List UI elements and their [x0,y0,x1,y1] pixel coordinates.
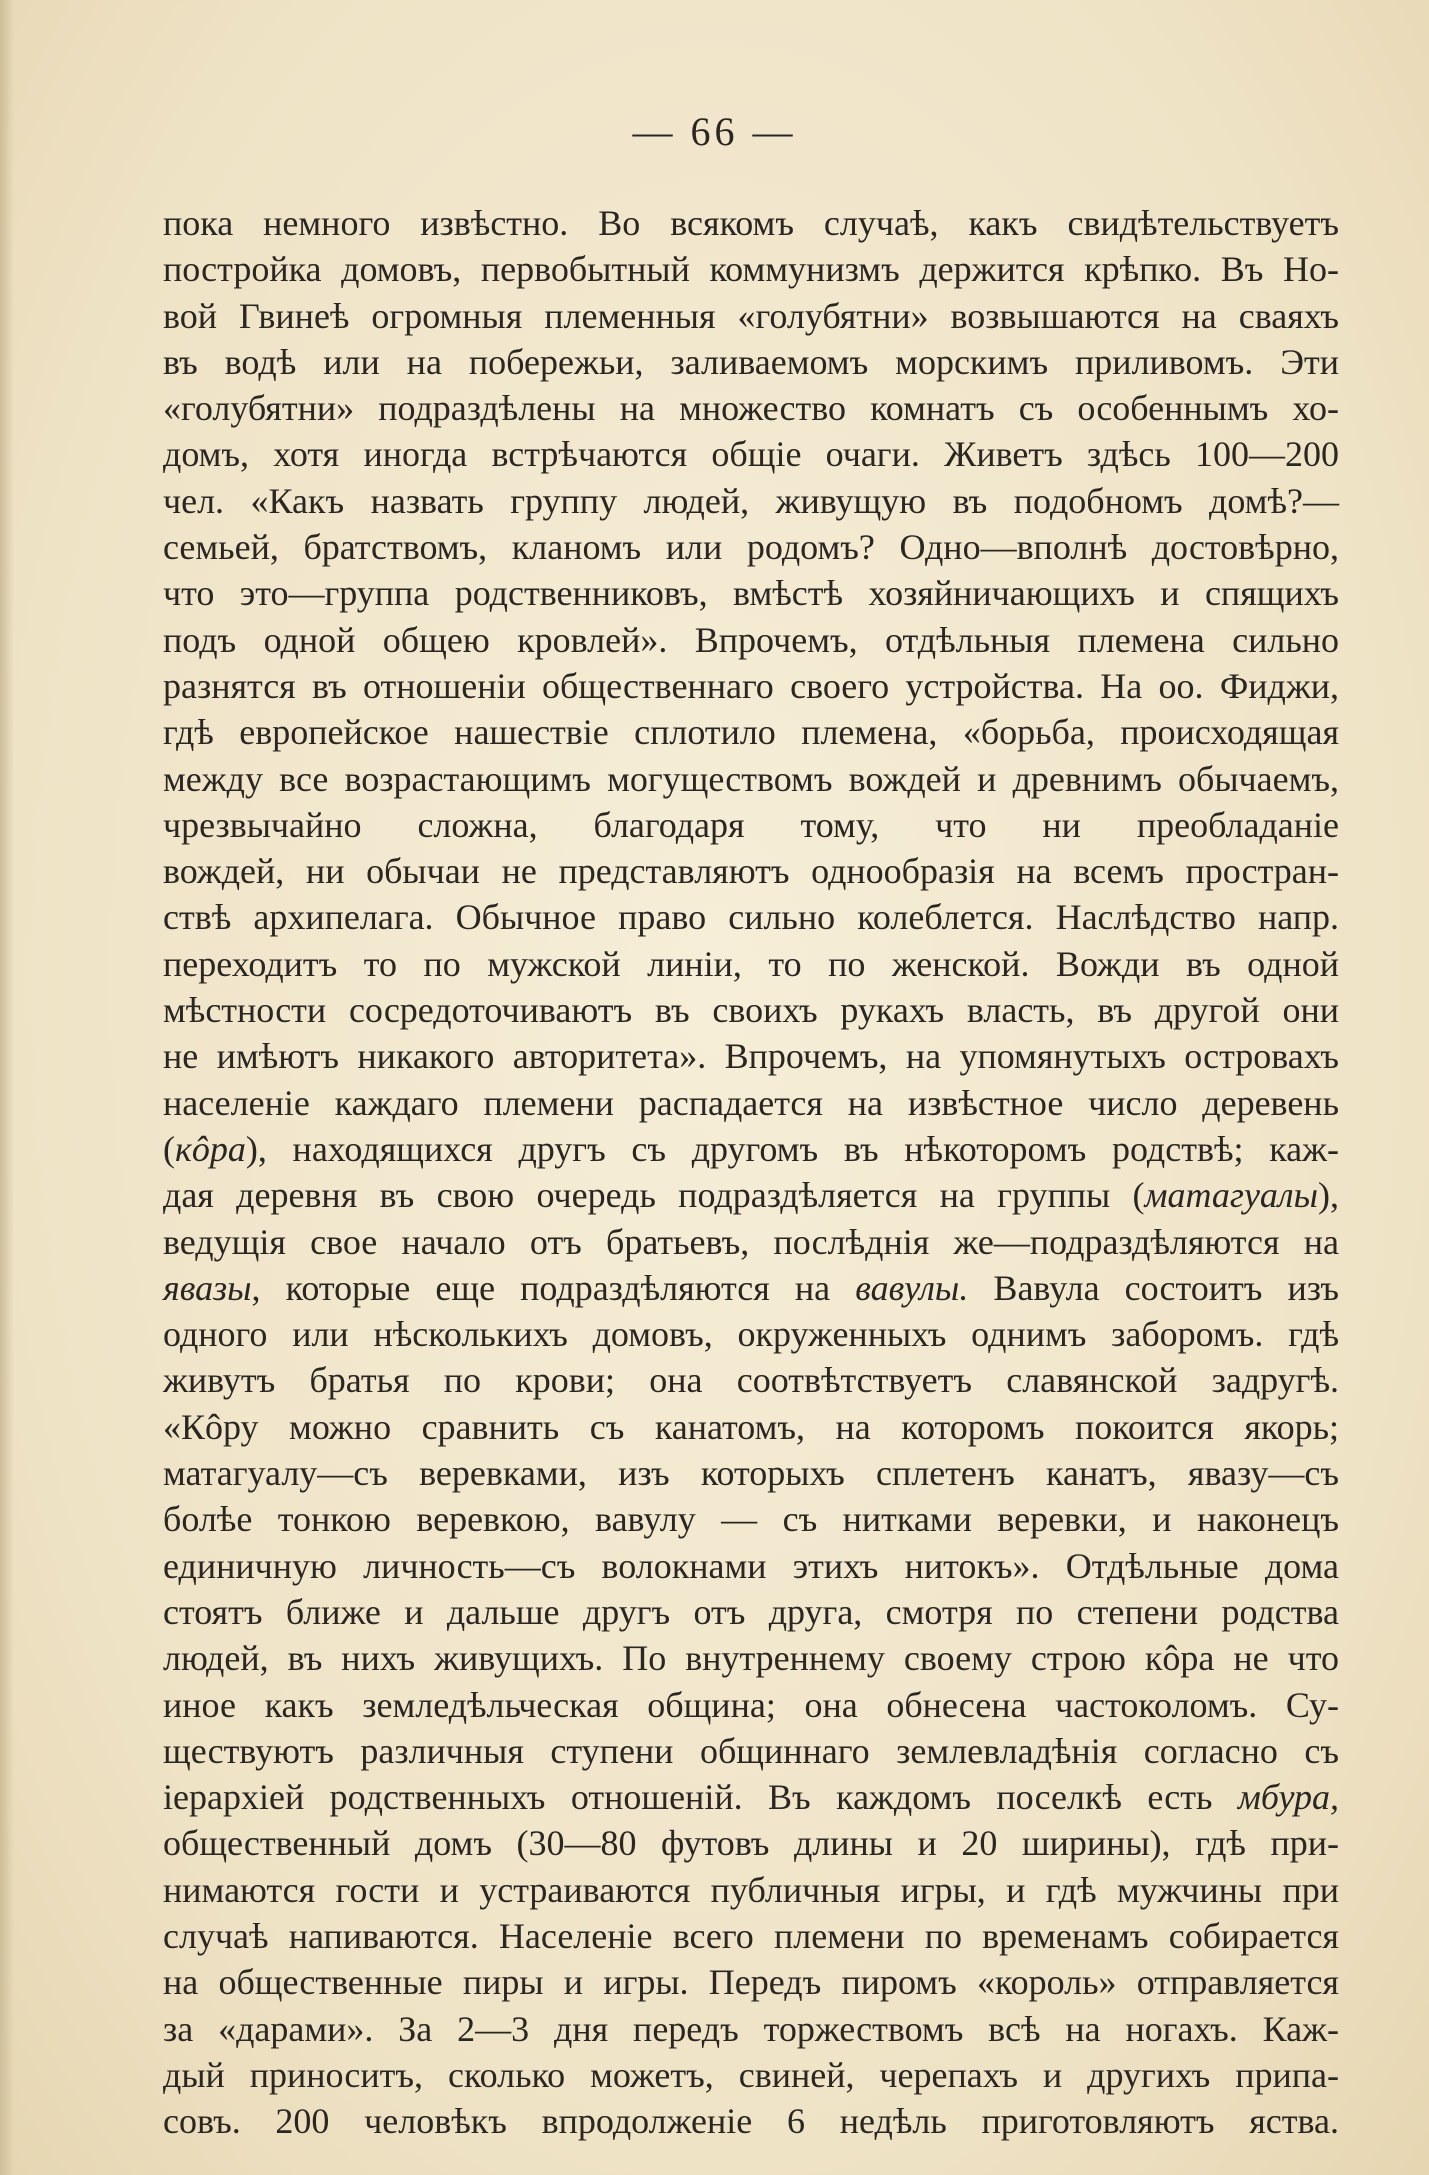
text-segment: ( [163,1128,175,1169]
italic-term: кôра [175,1128,246,1169]
text-segment: постройка домовъ, первобытный коммунизмъ держится крѣпко. Въ Но- [163,249,1339,290]
text-line [163,570,1339,616]
text-segment: семьей, братствомъ, кланомъ или родомъ? Одно—вполнѣ достовѣрно, [163,527,1339,568]
text-line [163,1543,1339,1589]
text-segment: переходитъ то по мужской линіи, то по женской. Вожди въ одной [163,943,1339,984]
text-segment: чрезвычайно сложна, благодаря тому, что ни преобладаніе [163,804,1339,845]
text-line [163,1913,1339,1959]
text-segment: въ водѣ или на побережьи, заливаемомъ морскимъ приливомъ. Эти [163,341,1339,382]
text-segment: одного или нѣсколькихъ домовъ, окруженныхъ однимъ заборомъ. гдѣ [163,1314,1339,1355]
text-line [163,802,1339,848]
text-segment: матагуалу—съ веревками, изъ которыхъ сплетенъ канатъ, явазу—съ [163,1453,1339,1494]
italic-term: матагуалы [1144,1175,1318,1216]
text-line [163,848,1339,894]
text-line [163,2052,1339,2098]
text-segment: населеніе каждаго племени распадается на извѣстное число деревень [163,1082,1339,1123]
text-line [163,1450,1339,1496]
text-segment: людей, въ нихъ живущихъ. По внутреннему своему строю кôра не что [163,1638,1339,1679]
page-number: — 66 — [632,109,797,154]
text-line [163,1357,1339,1403]
text-line [163,987,1339,1033]
text-line [163,1265,1339,1311]
text-segment: , которые еще подраздѣляются на [251,1267,856,1308]
text-segment: живутъ братья по крови; она соотвѣтствуетъ славянской задругѣ. [163,1360,1339,1401]
text-line [163,293,1339,339]
text-line [163,1820,1339,1866]
text-line [163,894,1339,940]
text-segment: вождей, ни обычаи не представляютъ однообразія на всемъ простран- [163,851,1339,892]
text-line [163,385,1339,431]
text-segment: совъ. 200 человѣкъ впродолженіе 6 недѣль приготовляютъ яства. [163,2101,1339,2142]
text-segment: чел. «Какъ назвать группу людей, живущую въ подобномъ домѣ?— [163,480,1339,521]
text-line [163,1867,1339,1913]
text-segment: единичную личность—съ волокнами этихъ нитокъ». Отдѣльные дома [163,1545,1339,1586]
text-segment: ствѣ архипелага. Обычное право сильно колеблется. Наслѣдство напр. [163,897,1339,938]
text-segment: «Кôру можно сравнить съ канатомъ, на которомъ покоится якорь; [163,1406,1339,1447]
text-segment: общественный домъ (30—80 футовъ длины и 20 ширины), гдѣ при- [163,1823,1339,1864]
text-segment: «голубятни» подраздѣлены на множество комнатъ съ особеннымъ хо- [163,388,1339,429]
text-segment: ведущія свое начало отъ братьевъ, послѣднія же—подраздѣляются на [163,1221,1339,1262]
text-line [163,1311,1339,1357]
text-segment: за «дарами». За 2—3 дня передъ торжествомъ всѣ на ногахъ. Каж- [163,2008,1339,2049]
text-line [163,2006,1339,2052]
text-segment: дый приноситъ, сколько можетъ, свиней, черепахъ и другихъ припа- [163,2054,1339,2095]
text-segment: гдѣ европейское нашествіе сплотило племена, «борьба, происходящая [163,712,1339,753]
text-segment: ществуютъ различныя ступени общиннаго землевладѣнія согласно съ [163,1730,1339,1771]
text-segment: ), находящихся другъ съ другомъ въ нѣкоторомъ родствѣ; каж- [245,1128,1339,1169]
text-segment: разнятся въ отношеніи общественнаго своего устройства. На оо. Фиджи, [163,665,1339,706]
text-segment: Вавула состоитъ изъ [968,1267,1339,1308]
page-edge-shadow [0,0,14,2175]
text-line [163,1172,1339,1218]
text-line [163,1219,1339,1265]
text-line [163,1774,1339,1820]
text-line [163,200,1339,246]
text-segment: ), [1318,1175,1339,1216]
text-line [163,756,1339,802]
text-line [163,709,1339,755]
italic-term: явазы [163,1267,252,1308]
text-line [163,1404,1339,1450]
text-line [163,2098,1339,2144]
text-line [163,431,1339,477]
text-segment: дая деревня въ свою очередь подраздѣляется на группы ( [163,1175,1145,1216]
text-segment: болѣе тонкою веревкою, вавулу — съ нитками веревки, и наконецъ [163,1499,1339,1540]
text-line [163,1126,1339,1172]
text-segment: не имѣютъ никакого авторитета». Впрочемъ, на упомянутыхъ островахъ [163,1036,1339,1077]
text-line [163,478,1339,524]
text-segment: нимаются гости и устраиваются публичныя игры, и гдѣ мужчины при [163,1869,1339,1910]
text-segment: іерархіей родственныхъ отношеній. Въ каждомъ поселкѣ есть [163,1777,1238,1818]
text-segment: между все возрастающимъ могуществомъ вождей и древнимъ обычаемъ, [163,758,1339,799]
text-line [163,339,1339,385]
body-text [163,200,1339,2144]
text-line [163,1959,1339,2005]
italic-term: вавулы. [855,1267,969,1308]
text-line [163,1635,1339,1681]
text-segment: на общественные пиры и игры. Передъ пиромъ «король» отправляется [163,1962,1339,2003]
text-line [163,1496,1339,1542]
text-line [163,246,1339,292]
text-segment: подъ одной общею кровлей». Впрочемъ, отдѣльныя племена сильно [163,619,1339,660]
text-line [163,1033,1339,1079]
text-segment: мѣстности сосредоточиваютъ въ своихъ рукахъ власть, въ другой они [163,990,1339,1031]
italic-term: мбура, [1237,1777,1339,1818]
text-segment: пока немного извѣстно. Во всякомъ случаѣ, какъ свидѣтельствуетъ [163,203,1339,243]
text-segment: стоятъ ближе и дальше другъ отъ друга, смотря по степени родства [163,1591,1339,1632]
text-segment: вой Гвинеѣ огромныя племенныя «голубятни» возвышаются на сваяхъ [163,295,1339,336]
text-line [163,941,1339,987]
text-segment: домъ, хотя иногда встрѣчаются общіе очаги. Живетъ здѣсь 100—200 [163,434,1339,475]
text-line [163,1728,1339,1774]
text-line [163,1589,1339,1635]
text-segment: случаѣ напиваются. Населеніе всего племени по временамъ собирается [163,1915,1339,1956]
text-line [163,524,1339,570]
text-line [163,1080,1339,1126]
text-segment: что это—группа родственниковъ, вмѣстѣ хозяйничающихъ и спящихъ [163,573,1339,614]
text-line [163,1682,1339,1728]
text-line [163,663,1339,709]
text-segment: иное какъ земледѣльческая община; она обнесена частоколомъ. Су- [163,1684,1339,1725]
text-line [163,617,1339,663]
